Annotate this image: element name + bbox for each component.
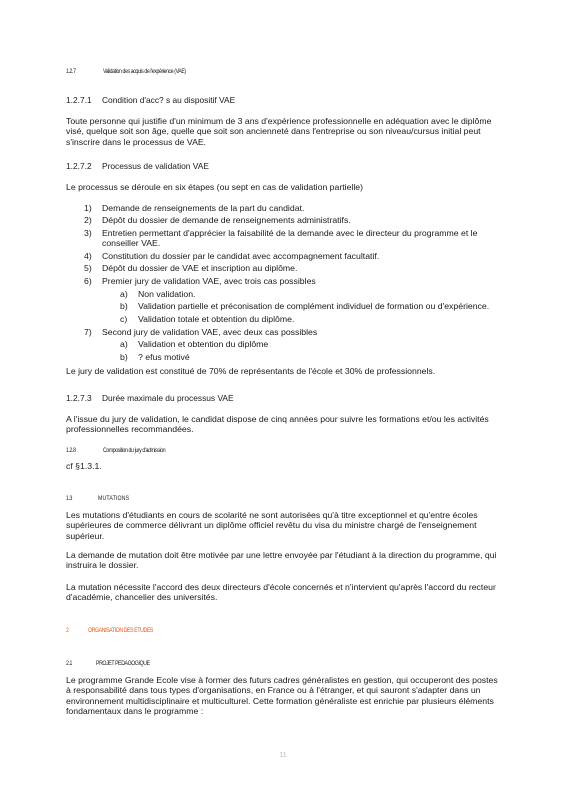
paragraph-line: d'académie, chancelier des universités. — [66, 592, 218, 603]
list-item: Premier jury de validation VAE, avec trois cas possibles — [102, 276, 316, 286]
subsection-heading — [66, 393, 234, 403]
paragraph-line: A l'issue du jury de validation, le candidat dispose de cinq années pour suivre les formations et/ou les activités — [66, 414, 489, 424]
list-letter: c) — [120, 314, 128, 324]
section-title: Composition du jury d'admission — [103, 447, 166, 454]
subsection-number: 1.2.7.2 — [66, 161, 92, 171]
section-number: 1.2.7 — [66, 68, 76, 75]
chapter-number: 2 — [66, 627, 69, 634]
list-item-line: Entretien permettant d'apprécier la faisabilité de la demande avec le directeur du programme et le — [102, 228, 478, 238]
list-number: 2) — [84, 215, 92, 225]
section-number: 2.1 — [66, 660, 73, 667]
section-title: Validation des acquis de l'expérience (VAE) — [103, 68, 186, 75]
list-item: Validation totale et obtention du diplôme. — [138, 314, 295, 324]
paragraph-line: La demande de mutation doit être motivée par une lettre envoyée par l'étudiant à la direction du programme, qui — [66, 550, 497, 560]
paragraph-line: Les mutations d'étudiants en cours de scolarité ne sont autorisées qu'à titre exceptionnel et qu'entre écoles — [66, 510, 478, 520]
list-item: Constitution du dossier par le candidat avec accompagnement facultatif. — [102, 251, 380, 261]
subsection-title: Durée maximale du processus VAE — [102, 393, 234, 403]
paragraph-line: La mutation nécessite l'accord des deux directeurs d'école concernés et n'intervient qu'après l'accord du recteur — [66, 582, 496, 592]
list-number: 5) — [84, 263, 92, 273]
list-letter: a) — [120, 289, 128, 299]
list-number: 6) — [84, 276, 92, 286]
paragraph-line: visé, quelque soit son âge, quelle que soit son ancienneté dans l'entreprise ou son niveau/cursus initial peut — [66, 126, 481, 137]
list-letter: b) — [120, 301, 128, 311]
page-number: 11 — [279, 752, 287, 759]
list-item: Dépôt du dossier de VAE et inscription au diplôme. — [102, 263, 298, 273]
paragraph-line: professionnelles recommandées. — [66, 424, 194, 435]
paragraph — [66, 550, 497, 571]
section-number: 1.3 — [66, 495, 73, 502]
subsection-number: 1.2.7.1 — [66, 95, 92, 105]
list-number: 1) — [84, 203, 92, 213]
list-letter: a) — [120, 339, 128, 349]
subsection-title: Condition d'acc? s au dispositif VAE — [102, 95, 236, 105]
chapter-title: ORGANISATION DES ETUDES — [88, 627, 153, 634]
paragraph — [66, 675, 498, 717]
section-title: PROJET PEDAGOGIQUE — [96, 660, 150, 667]
list-number: 3) — [84, 228, 92, 238]
paragraph-line: à responsabilité dans tous types d'organisations, en France ou à l'étranger, et qui sauront s'adapter dans un — [66, 685, 481, 696]
list-item: Validation partielle et préconisation de complément individuel de formation ou d'expérience. — [138, 301, 490, 311]
subsection-title: Processus de validation VAE — [102, 161, 209, 171]
list-item: Second jury de validation VAE, avec deux cas possibles — [102, 327, 318, 337]
list-number: 7) — [84, 327, 92, 337]
paragraph-line: s'inscrire dans le processus de VAE. — [66, 136, 207, 147]
paragraph — [66, 116, 491, 147]
list-item: Validation et obtention du diplôme — [138, 339, 269, 349]
paragraph-line: Toute personne qui justifie d'un minimum de 3 ans d'expérience professionnelle en adéquation avec le diplôme — [66, 116, 492, 126]
list-item: Dépôt du dossier de demande de renseignements administratifs. — [102, 215, 351, 225]
list-item: ? efus motivé — [138, 352, 190, 362]
subsection-number: 1.2.7.3 — [66, 393, 92, 403]
list-item: Demande de renseignements de la part du candidat. — [102, 203, 305, 213]
section-title: MUTATIONS — [98, 495, 130, 502]
subsection-heading — [66, 95, 235, 105]
paragraph — [66, 510, 478, 541]
cross-reference: cf §1.3.1. — [66, 461, 102, 471]
paragraph-line: instruira le dossier. — [66, 560, 139, 571]
paragraph: Le jury de validation est constitué de 70% de représentants de l'école et 30% de professionnels. — [66, 366, 436, 376]
paragraph: Le processus se déroule en six étapes (ou sept en cas de validation partielle) — [66, 182, 363, 192]
list-letter: b) — [120, 352, 128, 362]
section-number: 1.2.8 — [66, 447, 76, 454]
paragraph-line: supérieures de commerce délivrant un diplôme officiel revêtu du visa du ministre chargé de l'enseignement — [66, 520, 477, 531]
list-item-line: conseiller VAE. — [102, 238, 161, 249]
paragraph — [66, 414, 489, 435]
paragraph — [66, 582, 496, 603]
list-item — [102, 228, 477, 249]
paragraph-line: fondamentaux dans le programme : — [66, 706, 204, 717]
paragraph-line: Le programme Grande Ecole vise à former des futurs cadres généralistes en gestion, qui occuperont des postes — [66, 675, 498, 685]
paragraph-line: environnement multidisciplinaire et multiculturel. Cette formation généraliste est enrichie par plusieurs éléments — [66, 695, 494, 706]
list-number: 4) — [84, 251, 92, 261]
list-item: Non validation. — [138, 289, 196, 299]
subsection-heading — [66, 161, 209, 171]
paragraph-line: supérieur. — [66, 530, 105, 541]
